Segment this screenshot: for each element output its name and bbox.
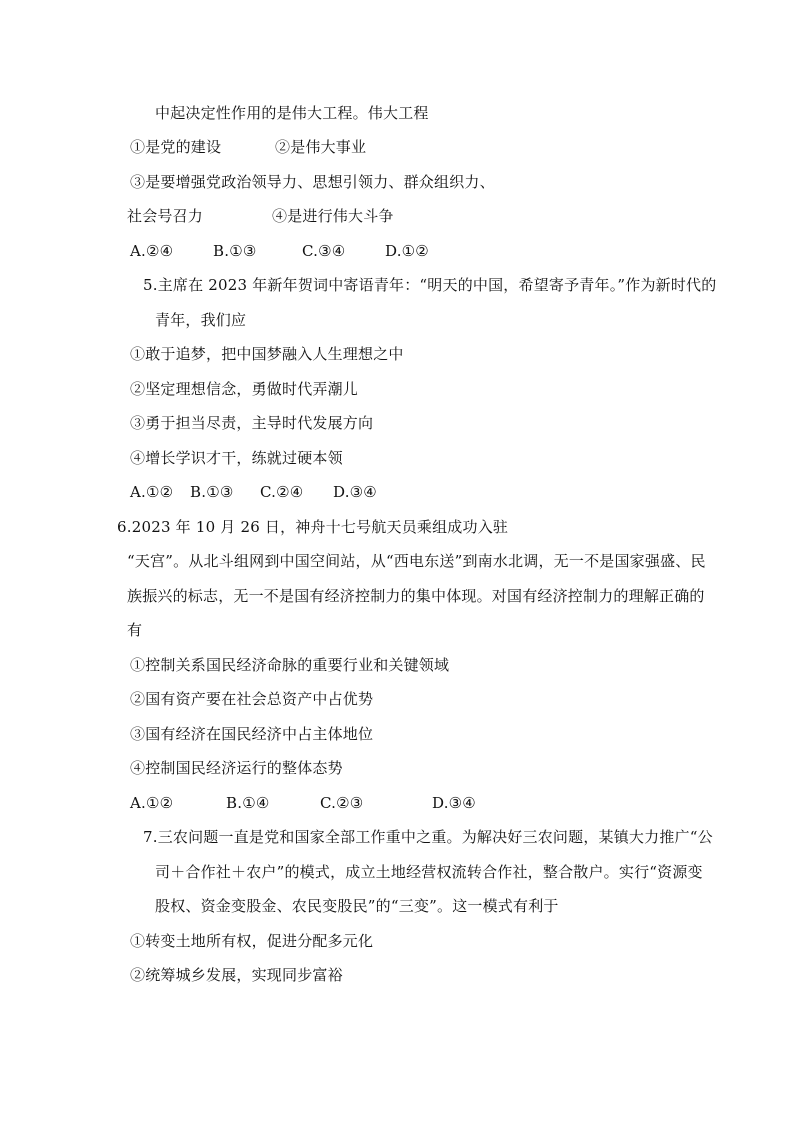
- q4-option-1: ①是党的建设: [130, 138, 222, 156]
- q5-option-4: ④增长学识才干，练就过硬本领: [130, 449, 343, 467]
- q7-stem-line2: 司＋合作社＋农户”的模式，成立土地经营权流转合作社，整合散户。实行“资源变: [155, 863, 703, 881]
- q6-stem-line2: “天宫”。从北斗组网到中国空间站，从“西电东送”到南水北调，无一不是国家强盛、民: [127, 552, 706, 570]
- q4-option-4: ④是进行伟大斗争: [272, 207, 394, 225]
- q5-option-1: ①敢于追梦，把中国梦融入人生理想之中: [130, 345, 404, 363]
- q6-answer-a: A.①②: [130, 794, 174, 812]
- q7-stem-line1: 7.三农问题一直是党和国家全部工作重中之重。为解决好三农问题，某镇大力推广“公: [143, 828, 713, 846]
- q5-option-2: ②坚定理想信念，勇做时代弄潮儿: [130, 380, 359, 398]
- q7-option-1: ①转变土地所有权，促进分配多元化: [130, 932, 374, 950]
- q7-option-2: ②统筹城乡发展，实现同步富裕: [130, 966, 343, 984]
- q6-option-1: ①控制关系国民经济命脉的重要行业和关键领域: [130, 656, 450, 674]
- q4-option-3-line2: 社会号召力: [127, 207, 204, 225]
- q6-stem-line1: 6.2023 年 10 月 26 日，神舟十七号航天员乘组成功入驻: [117, 518, 509, 536]
- q6-answer-c: C.②③: [320, 794, 364, 812]
- q4-answer-a: A.②④: [130, 242, 174, 260]
- q5-answer-d: D.③④: [333, 483, 377, 501]
- q6-stem-line3: 族振兴的标志，无一不是国有经济控制力的集中体现。对国有经济控制力的理解正确的: [127, 587, 705, 605]
- q4-answer-c: C.③④: [302, 242, 346, 260]
- q5-stem-line1: 5.主席在 2023 年新年贺词中寄语青年：“明天的中国，希望寄予青年。”作为新时代的: [143, 276, 717, 294]
- q5-option-3: ③勇于担当尽责，主导时代发展方向: [130, 414, 374, 432]
- q6-answer-b: B.①④: [226, 794, 270, 812]
- q4-answer-d: D.①②: [385, 242, 429, 260]
- q4-option-3-line1: ③是要增强党政治领导力、思想引领力、群众组织力、: [130, 173, 495, 191]
- q7-stem-line3: 股权、资金变股金、农民变股民”的“三变”。这一模式有利于: [155, 897, 559, 915]
- q5-answer-c: C.②④: [260, 483, 304, 501]
- q5-answer-a: A.①②: [130, 483, 174, 501]
- q5-answer-b: B.①③: [190, 483, 234, 501]
- q6-option-2: ②国有资产要在社会总资产中占优势: [130, 690, 374, 708]
- q6-option-3: ③国有经济在国民经济中占主体地位: [130, 725, 374, 743]
- q5-stem-line2: 青年，我们应: [155, 311, 247, 329]
- q6-answer-d: D.③④: [432, 794, 476, 812]
- q4-option-2: ②是伟大事业: [275, 138, 367, 156]
- q6-stem-line4: 有: [127, 621, 143, 639]
- q4-answer-b: B.①③: [213, 242, 257, 260]
- q4-stem-tail: 中起决定性作用的是伟大工程。伟大工程: [155, 104, 429, 122]
- q6-option-4: ④控制国民经济运行的整体态势: [130, 759, 343, 777]
